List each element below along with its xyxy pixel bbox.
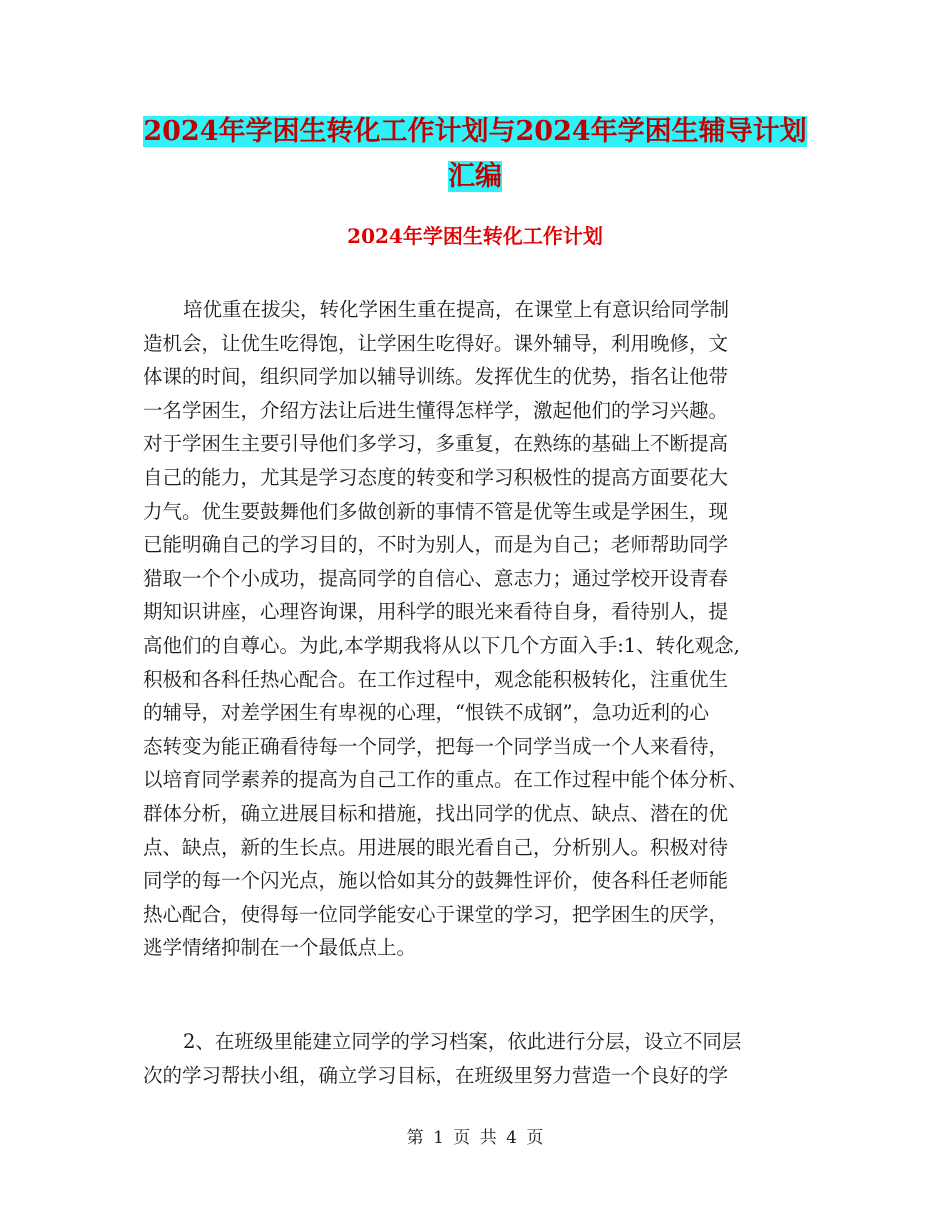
title-text: 2024年学困生转化工作计划与2024年学困生辅导计划 xyxy=(143,116,807,147)
paragraph-line: 培优重在拔尖，转化学困生重在提高，在课堂上有意识给同学制 xyxy=(183,298,730,321)
page-footer: 第 1 页 共 4 页 xyxy=(406,1128,544,1148)
paragraph-line: 群体分析，确立进展目标和措施，找出同学的优点、缺点、潜在的优 xyxy=(143,801,729,825)
paragraph-line: 热心配合，使得每一位同学能安心于课堂的学习，把学困生的厌学， xyxy=(143,902,729,926)
paragraph-line: 已能明确自己的学习目的，不时为别人，而是为自己；老师帮助同学 xyxy=(143,533,729,557)
paragraph-line: 一名学困生，介绍方法让后进生懂得怎样学，激起他们的学习兴趣。 xyxy=(143,398,729,422)
paragraph-line: 造机会，让优生吃得饱，让学困生吃得好。课外辅导，利用晚修，文 xyxy=(143,331,729,355)
paragraph-1 xyxy=(143,293,813,965)
paragraph-line: 期知识讲座，心理咨询课，用科学的眼光来看待自身，看待别人，提 xyxy=(143,600,729,624)
paragraph-line: 体课的时间，组织同学加以辅导训练。发挥优生的优势，指名让他带 xyxy=(143,365,729,389)
paragraph-line: 猎取一个个小成功，提高同学的自信心、意志力；通过学校开设青春 xyxy=(143,566,729,590)
paragraph-line: 积极和各科任热心配合。在工作过程中，观念能积极转化，注重优生 xyxy=(143,667,729,691)
section-heading: 2024年学困生转化工作计划 xyxy=(347,224,603,248)
paragraph-line: 同学的每一个闪光点，施以恰如其分的鼓舞性评价，使各科任老师能 xyxy=(143,869,729,893)
document-title-line-1 xyxy=(0,112,950,152)
paragraph-line: 对于学困生主要引导他们多学习，多重复，在熟练的基础上不断提高 xyxy=(143,432,729,456)
paragraph-line: 以培育同学素养的提高为自己工作的重点。在工作过程中能个体分析、 xyxy=(143,768,748,792)
title-text: 汇编 xyxy=(448,161,502,192)
paragraph-line: 逃学情绪抑制在一个最低点上。 xyxy=(143,936,417,960)
paragraph-2 xyxy=(143,1025,813,1092)
paragraph-line: 自己的能力，尤其是学习态度的转变和学习积极性的提高方面要花大 xyxy=(143,465,729,489)
document-title-line-2 xyxy=(0,157,950,197)
paragraph-line: 2、在班级里能建立同学的学习档案，依此进行分层，设立不同层 xyxy=(183,1030,742,1053)
paragraph-line: 态转变为能正确看待每一个同学，把每一个同学当成一个人来看待， xyxy=(143,734,729,758)
paragraph-line: 的辅导，对差学困生有卑视的心理，“恨铁不成钢”，急功近利的心 xyxy=(143,701,709,725)
paragraph-line: 高他们的自尊心。为此,本学期我将从以下几个方面入手:1、转化观念, xyxy=(143,633,740,657)
paragraph-line: 力气。优生要鼓舞他们多做创新的事情不管是优等生或是学困生，现 xyxy=(143,499,729,523)
paragraph-line: 次的学习帮扶小组，确立学习目标，在班级里努力营造一个良好的学 xyxy=(143,1063,729,1087)
paragraph-line: 点、缺点，新的生长点。用进展的眼光看自己，分析别人。积极对待 xyxy=(143,835,729,859)
